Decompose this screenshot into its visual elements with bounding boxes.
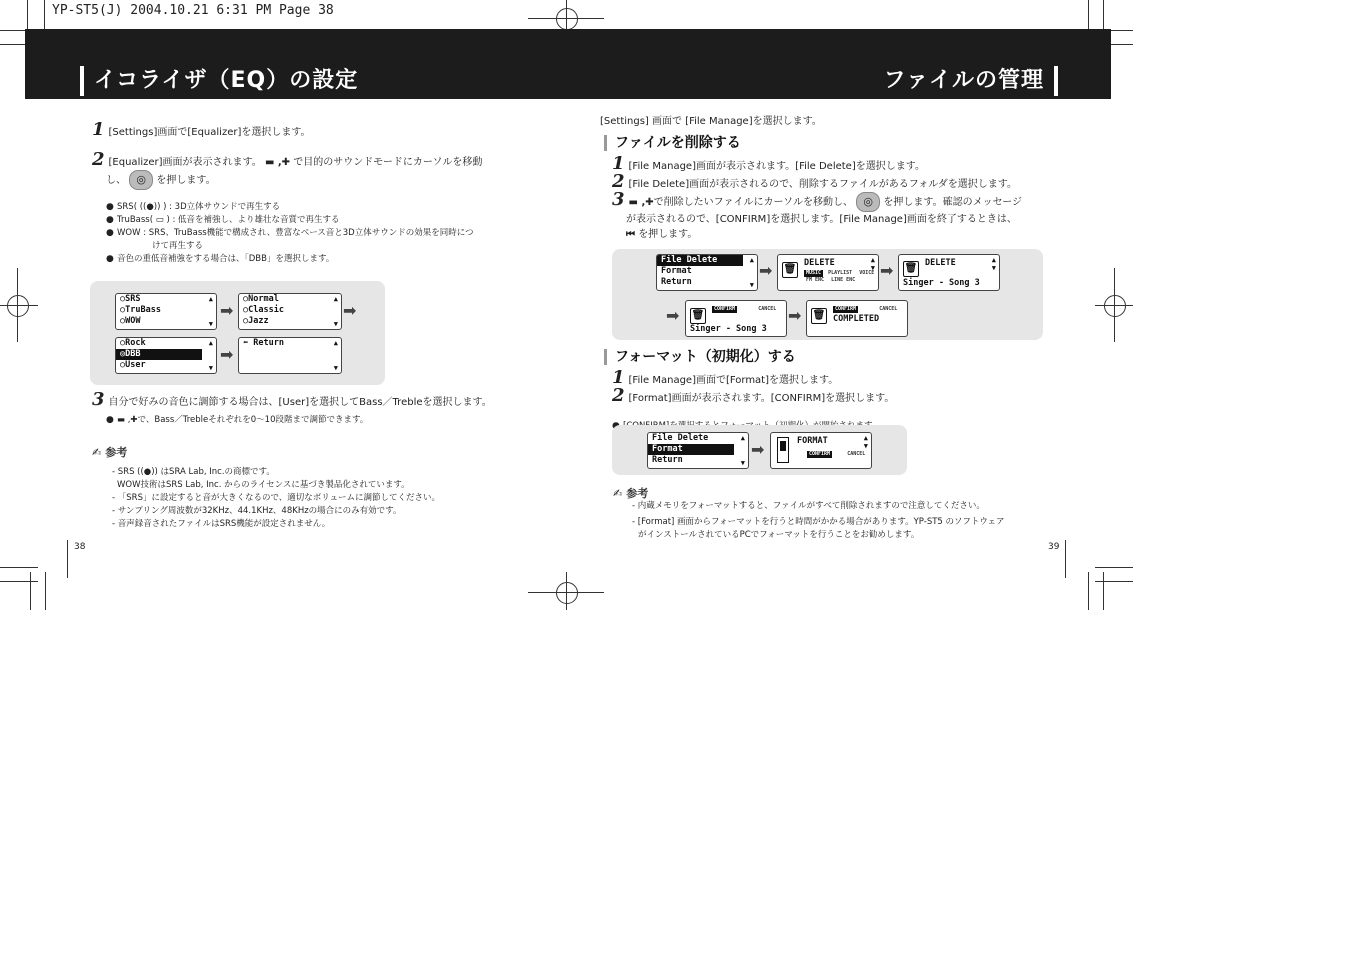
flow-arrow-icon: ➡ bbox=[220, 345, 234, 364]
step-text: [File Delete]画面が表示されるので、削除するファイルがあるフォルダを選択します。 bbox=[628, 179, 1018, 190]
scroll-down-icon: ▼ bbox=[333, 364, 338, 372]
delete-screens-panel bbox=[612, 249, 1043, 340]
nav-keys-icon: ▬ ,✚ bbox=[628, 197, 654, 208]
lcd-title: DELETE bbox=[925, 258, 956, 268]
lcd-row-selected: ◎DBB bbox=[116, 349, 202, 360]
step-text: 自分で好みの音色に調節する場合は、[User]を選択してBass／Trebleを選択します。 bbox=[108, 397, 492, 408]
lcd-row: ○User bbox=[120, 360, 146, 370]
note-title: 参考 bbox=[626, 487, 649, 500]
scroll-down-icon: ▼ bbox=[870, 264, 875, 272]
eq-screens-panel bbox=[90, 281, 385, 385]
lcd-chip: VOICE bbox=[859, 270, 875, 276]
lcd-row: Return bbox=[661, 277, 692, 287]
lcd-row: File Delete bbox=[652, 433, 709, 443]
step-text: を押します。 bbox=[638, 229, 698, 240]
registration-line bbox=[0, 305, 38, 306]
scroll-down-icon: ▼ bbox=[208, 320, 213, 328]
step-text: [File Manage]画面が表示されます。[File Delete]を選択します。 bbox=[628, 161, 925, 172]
step-2 bbox=[612, 385, 1072, 406]
bullet-item-continued: けて再生する bbox=[152, 241, 204, 251]
lcd-completed bbox=[806, 300, 908, 337]
flow-arrow-icon: ➡ bbox=[788, 306, 802, 325]
pencil-note-icon: ✍ bbox=[92, 446, 102, 459]
skip-back-icon: ⏮ bbox=[626, 229, 635, 240]
scroll-up-icon: ▲ bbox=[208, 339, 213, 347]
note-item: - 内蔵メモリをフォーマットすると、ファイルがすべて削除されますので注意してください。 bbox=[632, 501, 985, 511]
delete-steps bbox=[612, 153, 1072, 242]
page-edge-mark bbox=[1065, 540, 1066, 578]
lcd-chip: FM ENC bbox=[806, 277, 825, 283]
joystick-button-icon: ◎ bbox=[129, 170, 153, 190]
step-number: 1 bbox=[612, 367, 625, 388]
registration-mark-right bbox=[1104, 295, 1126, 317]
lcd-row: Format bbox=[661, 266, 692, 276]
step-number: 1 bbox=[612, 153, 625, 174]
crop-mark bbox=[0, 567, 38, 568]
lcd-eq-screen-4 bbox=[238, 337, 342, 374]
step-text: [Settings]画面で[Equalizer]を選択します。 bbox=[108, 127, 311, 138]
step-text: を押します。確認のメッセージ bbox=[883, 197, 1023, 208]
cancel-chip: CANCEL bbox=[879, 306, 898, 312]
scroll-up-icon: ▲ bbox=[333, 339, 338, 347]
step-3-continued bbox=[612, 227, 1072, 242]
scroll-down-icon: ▼ bbox=[740, 459, 745, 467]
lcd-delete-folder bbox=[777, 254, 879, 291]
note-title: 参考 bbox=[105, 446, 128, 459]
step-1 bbox=[92, 119, 311, 140]
lcd-row: ⬅ Return bbox=[243, 338, 284, 348]
step-3-continued: が表示されるので、[CONFIRM]を選択します。[File Manage]画面を終了するときは、 bbox=[626, 214, 1017, 225]
note-item: - 「SRS」に設定すると音が大きくなるので、適切なボリュームに調節してください。 bbox=[112, 493, 441, 503]
crop-mark bbox=[1095, 581, 1133, 582]
lcd-file-manage-format bbox=[647, 432, 749, 469]
step-number: 3 bbox=[92, 389, 105, 410]
bullet-list bbox=[106, 201, 536, 266]
step-text: し、 bbox=[106, 175, 126, 186]
lcd-row: ○Jazz bbox=[243, 316, 269, 326]
flow-arrow-icon: ➡ bbox=[759, 261, 773, 280]
bullet-item: ● 音色の重低音補強をする場合は、「DBB」を選択します。 bbox=[106, 253, 536, 266]
note-item: がインストールされているPCでフォーマットを行うことをお勧めします。 bbox=[638, 530, 920, 540]
lcd-eq-screen-1 bbox=[115, 293, 217, 330]
step-text: を押します。 bbox=[156, 175, 216, 186]
format-screens-panel bbox=[612, 425, 907, 475]
scroll-down-icon: ▼ bbox=[863, 442, 868, 450]
flow-arrow-icon: ➡ bbox=[666, 306, 680, 325]
lcd-row-selected: File Delete bbox=[657, 255, 743, 266]
flow-arrow-icon: ➡ bbox=[220, 301, 234, 320]
scroll-down-icon: ▼ bbox=[208, 364, 213, 372]
registration-line bbox=[566, 572, 567, 610]
note-list bbox=[112, 466, 532, 531]
step-3 bbox=[92, 389, 537, 410]
page-number-right: 39 bbox=[1048, 542, 1060, 552]
note-item: WOW技術はSRS Lab, Inc. からのライセンスに基づき製品化されています。 bbox=[117, 480, 410, 490]
step-number: 2 bbox=[612, 171, 625, 192]
registration-mark-left bbox=[7, 295, 29, 317]
scroll-up-icon: ▲ bbox=[208, 295, 213, 303]
note-list bbox=[632, 500, 1062, 542]
step-2 bbox=[612, 171, 1072, 192]
trash-icon: 🗑 bbox=[782, 262, 798, 278]
step-text: で目的のサウンドモードにカーソルを移動 bbox=[293, 157, 483, 168]
registration-line bbox=[1114, 268, 1115, 342]
note-item: - SRS ((●)) はSRA Lab, Inc.の商標です。 bbox=[112, 467, 275, 477]
lcd-eq-screen-3 bbox=[115, 337, 217, 374]
registration-line bbox=[17, 268, 18, 342]
nav-keys-icon: ▬ ,✚ bbox=[264, 157, 291, 168]
lcd-row: ○Normal bbox=[243, 294, 279, 304]
registration-mark-bottom bbox=[556, 582, 578, 604]
step-3-sub-bullet: ● ▬ ,✚で、Bass／Trebleそれぞれを0～10段階まで調節できます。 bbox=[106, 414, 537, 427]
step-text: [File Manage]画面で[Format]を選択します。 bbox=[628, 375, 839, 386]
lcd-chip: MUSIC bbox=[806, 270, 822, 276]
lcd-title: DELETE bbox=[804, 258, 835, 268]
lcd-row: ○TruBass bbox=[120, 305, 161, 315]
note-item: - サンプリング周波数が32KHz、44.1KHz、48KHzの場合にのみ有効です。 bbox=[112, 506, 402, 516]
step-2 bbox=[92, 149, 532, 190]
flow-arrow-icon: ➡ bbox=[880, 261, 894, 280]
cancel-chip: CANCEL bbox=[847, 451, 866, 457]
registration-mark-top bbox=[556, 8, 578, 30]
crop-mark bbox=[1095, 567, 1133, 568]
intro-text: [Settings] 画面で [File Manage]を選択します。 bbox=[600, 116, 822, 127]
format-steps bbox=[612, 367, 1072, 406]
section-heading-delete: ファイルを削除する bbox=[604, 135, 741, 151]
crop-mark bbox=[0, 581, 38, 582]
crop-mark bbox=[45, 572, 46, 610]
flow-arrow-icon: ➡ bbox=[343, 301, 357, 320]
trash-icon: 🗑 bbox=[690, 308, 706, 324]
step-text: [Equalizer]画面が表示されます。 bbox=[108, 157, 262, 168]
trash-icon: 🗑 bbox=[903, 261, 919, 277]
step-number: 2 bbox=[612, 385, 625, 406]
scroll-down-icon: ▼ bbox=[991, 264, 996, 272]
bullet-item: ● SRS( ((●)) ) : 3D立体サウンドで再生する bbox=[106, 201, 536, 214]
flow-arrow-icon: ➡ bbox=[751, 440, 765, 459]
page-title-right: ファイルの管理 bbox=[883, 66, 1058, 96]
step-text: [Format]画面が表示されます。[CONFIRM]を選択します。 bbox=[628, 393, 895, 404]
scroll-up-icon: ▲ bbox=[991, 256, 996, 264]
lcd-status: COMPLETED bbox=[833, 314, 880, 324]
lcd-eq-screen-2 bbox=[238, 293, 342, 330]
scroll-up-icon: ▲ bbox=[870, 256, 875, 264]
scroll-up-icon: ▲ bbox=[749, 256, 754, 264]
cancel-chip: CANCEL bbox=[758, 306, 777, 312]
step-text: で削除したいファイルにカーソルを移動し、 bbox=[653, 197, 854, 208]
step-number: 2 bbox=[92, 149, 105, 170]
page-edge-mark bbox=[67, 540, 68, 578]
lcd-title: FORMAT bbox=[797, 436, 828, 446]
step-number: 3 bbox=[612, 189, 625, 210]
scroll-up-icon: ▲ bbox=[863, 434, 868, 442]
trash-icon: 🗑 bbox=[811, 308, 827, 324]
page-title-left: イコライザ（EQ）の設定 bbox=[80, 66, 358, 96]
note-header bbox=[613, 482, 648, 501]
scroll-down-icon: ▼ bbox=[333, 320, 338, 328]
step-3 bbox=[612, 189, 1072, 212]
joystick-button-icon: ◎ bbox=[856, 192, 880, 212]
note-item: - [Format] 画面からフォーマットを行うと時間がかかる場合があります。YP-ST5 のソフトウェア bbox=[632, 517, 1005, 527]
crop-mark bbox=[1088, 572, 1089, 610]
lcd-song: Singer - Song 3 bbox=[903, 278, 980, 288]
lcd-song: Singer - Song 3 bbox=[690, 324, 767, 334]
lcd-row: Return bbox=[652, 455, 683, 465]
step-1 bbox=[612, 367, 1072, 388]
lcd-row: ○Classic bbox=[243, 305, 284, 315]
lcd-file-manage bbox=[656, 254, 758, 291]
scroll-up-icon: ▲ bbox=[333, 295, 338, 303]
lcd-chip: LINE ENC bbox=[831, 277, 856, 283]
lcd-row: ○SRS bbox=[120, 294, 141, 304]
confirm-chip: CONFIRM bbox=[714, 306, 736, 312]
scroll-up-icon: ▲ bbox=[740, 434, 745, 442]
lcd-row: ○Rock bbox=[120, 338, 146, 348]
bullet-item: ● TruBass( ▭ ) : 低音を補強し、より雄壮な音質で再生する bbox=[106, 214, 536, 227]
print-slug: YP-ST5(J) 2004.10.21 6:31 PM Page 38 bbox=[52, 3, 334, 18]
lcd-confirm-delete bbox=[685, 300, 787, 337]
step-1 bbox=[612, 153, 1072, 174]
scroll-down-icon: ▼ bbox=[749, 281, 754, 289]
confirm-chip: CONFIRM bbox=[835, 306, 857, 312]
step-number: 1 bbox=[92, 119, 105, 140]
note-item: - 音声録音されたファイルはSRS機能が設定されません。 bbox=[112, 519, 331, 529]
section-heading-format: フォーマット（初期化）する bbox=[604, 349, 796, 365]
crop-mark bbox=[1103, 572, 1104, 610]
page-number-left: 38 bbox=[74, 542, 86, 552]
pencil-note-icon: ✍ bbox=[613, 487, 623, 500]
bullet-item: ● WOW : SRS、TruBass機能で構成され、豊富なベース音と3D立体サウンドの効果を同時につ bbox=[106, 227, 536, 240]
lcd-row-selected: Format bbox=[648, 444, 734, 455]
note-header bbox=[92, 441, 127, 460]
lcd-delete-file bbox=[898, 254, 1000, 291]
crop-mark bbox=[30, 572, 31, 610]
lcd-row: ○WOW bbox=[120, 316, 141, 326]
memory-icon bbox=[777, 437, 789, 463]
lcd-format-confirm bbox=[770, 432, 872, 469]
lcd-chip: PLAYLIST bbox=[828, 270, 853, 276]
confirm-chip: CONFIRM bbox=[809, 451, 831, 457]
